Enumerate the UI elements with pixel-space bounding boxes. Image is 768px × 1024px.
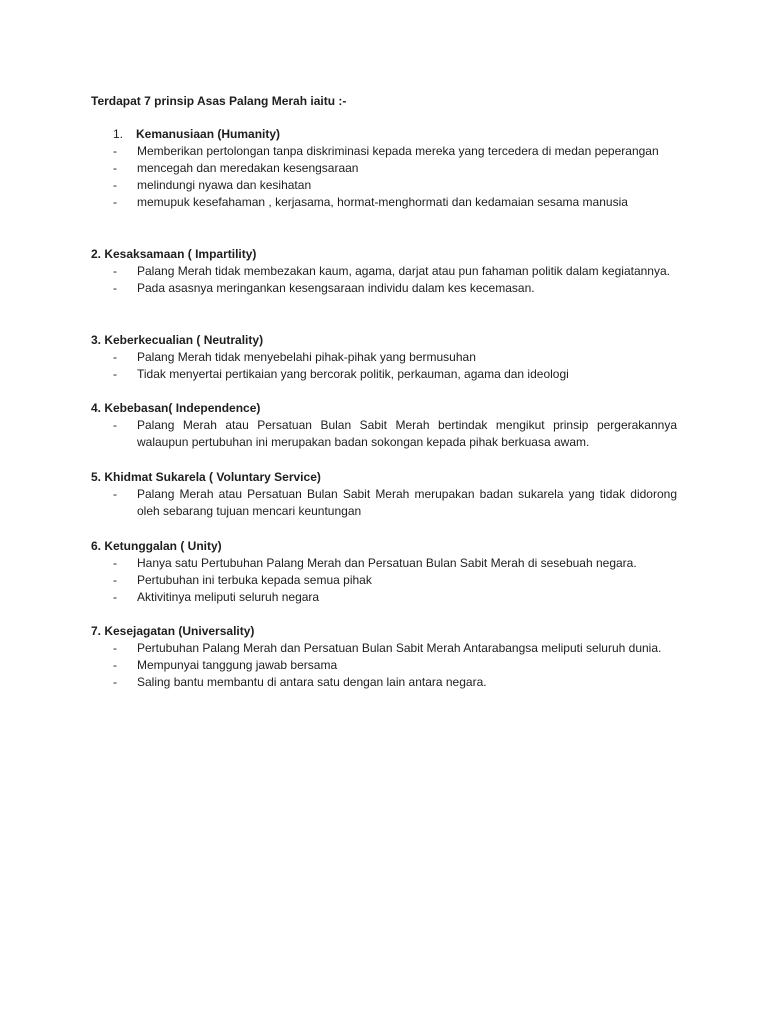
bullet-dash: -	[113, 195, 117, 209]
bullet-dash: -	[113, 556, 117, 570]
bullet-dash: -	[113, 264, 117, 278]
list-item	[91, 194, 677, 211]
list-item	[91, 280, 677, 297]
intro-heading: Terdapat 7 prinsip Asas Palang Merah iaitu :-	[91, 94, 347, 108]
list-item-text: Pertubuhan Palang Merah dan Persatuan Bulan Sabit Merah Antarabangsa meliputi seluruh dunia.	[137, 641, 662, 655]
list-item-text: Tidak menyertai pertikaian yang bercorak politik, perkauman, agama dan ideologi	[137, 367, 569, 381]
section-heading: 4. Kebebasan( Independence)	[91, 401, 261, 415]
list-item-text: Palang Merah atau Persatuan Bulan Sabit Merah merupakan badan sukarela yang tidak didorong oleh sebarang tujuan mencari keuntungan	[137, 487, 677, 518]
section-unity	[91, 538, 677, 606]
bullet-dash: -	[113, 675, 117, 689]
section-independence	[91, 400, 677, 451]
list-item	[91, 572, 677, 589]
bullet-dash: -	[113, 641, 117, 655]
bullet-dash: -	[113, 590, 117, 604]
bullet-dash: -	[113, 281, 117, 295]
section-heading: 6. Ketunggalan ( Unity)	[91, 539, 222, 553]
bullet-list	[91, 417, 677, 451]
bullet-dash: -	[113, 658, 117, 672]
bullet-dash: -	[113, 161, 117, 175]
bullet-dash: -	[113, 418, 117, 432]
list-item-text: Saling bantu membantu di antara satu dengan lain antara negara.	[137, 675, 487, 689]
bullet-dash: -	[113, 144, 117, 158]
bullet-list	[91, 486, 677, 520]
list-item	[91, 640, 677, 657]
list-item	[91, 366, 677, 383]
list-item-text: Palang Merah atau Persatuan Bulan Sabit Merah bertindak mengikut prinsip pergerakannya walaupun pertubuhan ini merupakan badan sokongan kepada pihak berkuasa awam.	[137, 418, 677, 449]
bullet-dash: -	[113, 367, 117, 381]
section-voluntary-service	[91, 469, 677, 520]
bullet-dash: -	[113, 350, 117, 364]
list-item	[91, 349, 677, 366]
section-number: 1.	[113, 127, 124, 141]
list-item	[91, 486, 677, 520]
list-item	[91, 417, 677, 451]
section-impartiality	[91, 246, 677, 297]
section-heading: 5. Khidmat Sukarela ( Voluntary Service)	[91, 470, 321, 484]
section-heading: 7. Kesejagatan (Universality)	[91, 624, 255, 638]
bullet-dash: -	[113, 573, 117, 587]
section-neutrality	[91, 332, 677, 383]
list-item	[91, 177, 677, 194]
list-item-text: Pada asasnya meringankan kesengsaraan individu dalam kes kecemasan.	[137, 281, 535, 295]
bullet-dash: -	[113, 178, 117, 192]
list-item-text: Palang Merah tidak menyebelahi pihak-pihak yang bermusuhan	[137, 350, 476, 364]
list-item	[91, 657, 677, 674]
list-item-text: mencegah dan meredakan kesengsaraan	[137, 161, 359, 175]
list-item-text: Aktivitinya meliputi seluruh negara	[137, 590, 320, 604]
list-item-text: memupuk kesefahaman , kerjasama, hormat-menghormati dan kedamaian sesama manusia	[137, 195, 628, 209]
bullet-list	[91, 640, 677, 691]
list-item-text: Palang Merah tidak membezakan kaum, agama, darjat atau pun fahaman politik dalam kegiatannya.	[137, 264, 670, 278]
list-item	[91, 589, 677, 606]
list-item-text: Mempunyai tanggung jawab bersama	[137, 658, 338, 672]
bullet-list	[91, 143, 677, 211]
bullet-list	[91, 263, 677, 297]
section-universality	[91, 623, 677, 691]
bullet-dash: -	[113, 487, 117, 501]
section-heading	[91, 126, 677, 143]
list-item-text: Memberikan pertolongan tanpa diskriminasi kepada mereka yang tercedera di medan peperangan	[137, 144, 659, 158]
list-item	[91, 160, 677, 177]
bullet-list	[91, 555, 677, 606]
section-heading: 3. Keberkecualian ( Neutrality)	[91, 333, 264, 347]
list-item-text: Pertubuhan ini terbuka kepada semua pihak	[137, 573, 372, 587]
list-item	[91, 555, 677, 572]
list-item	[91, 674, 677, 691]
list-item-text: melindungi nyawa dan kesihatan	[137, 178, 312, 192]
list-item	[91, 143, 677, 160]
list-item	[91, 263, 677, 280]
list-item-text: Hanya satu Pertubuhan Palang Merah dan Persatuan Bulan Sabit Merah di sesebuah negara.	[137, 556, 637, 570]
section-humanity	[91, 126, 677, 211]
section-title: Kemanusiaan (Humanity)	[136, 127, 281, 141]
bullet-list	[91, 349, 677, 383]
section-heading: 2. Kesaksamaan ( Impartility)	[91, 247, 257, 261]
